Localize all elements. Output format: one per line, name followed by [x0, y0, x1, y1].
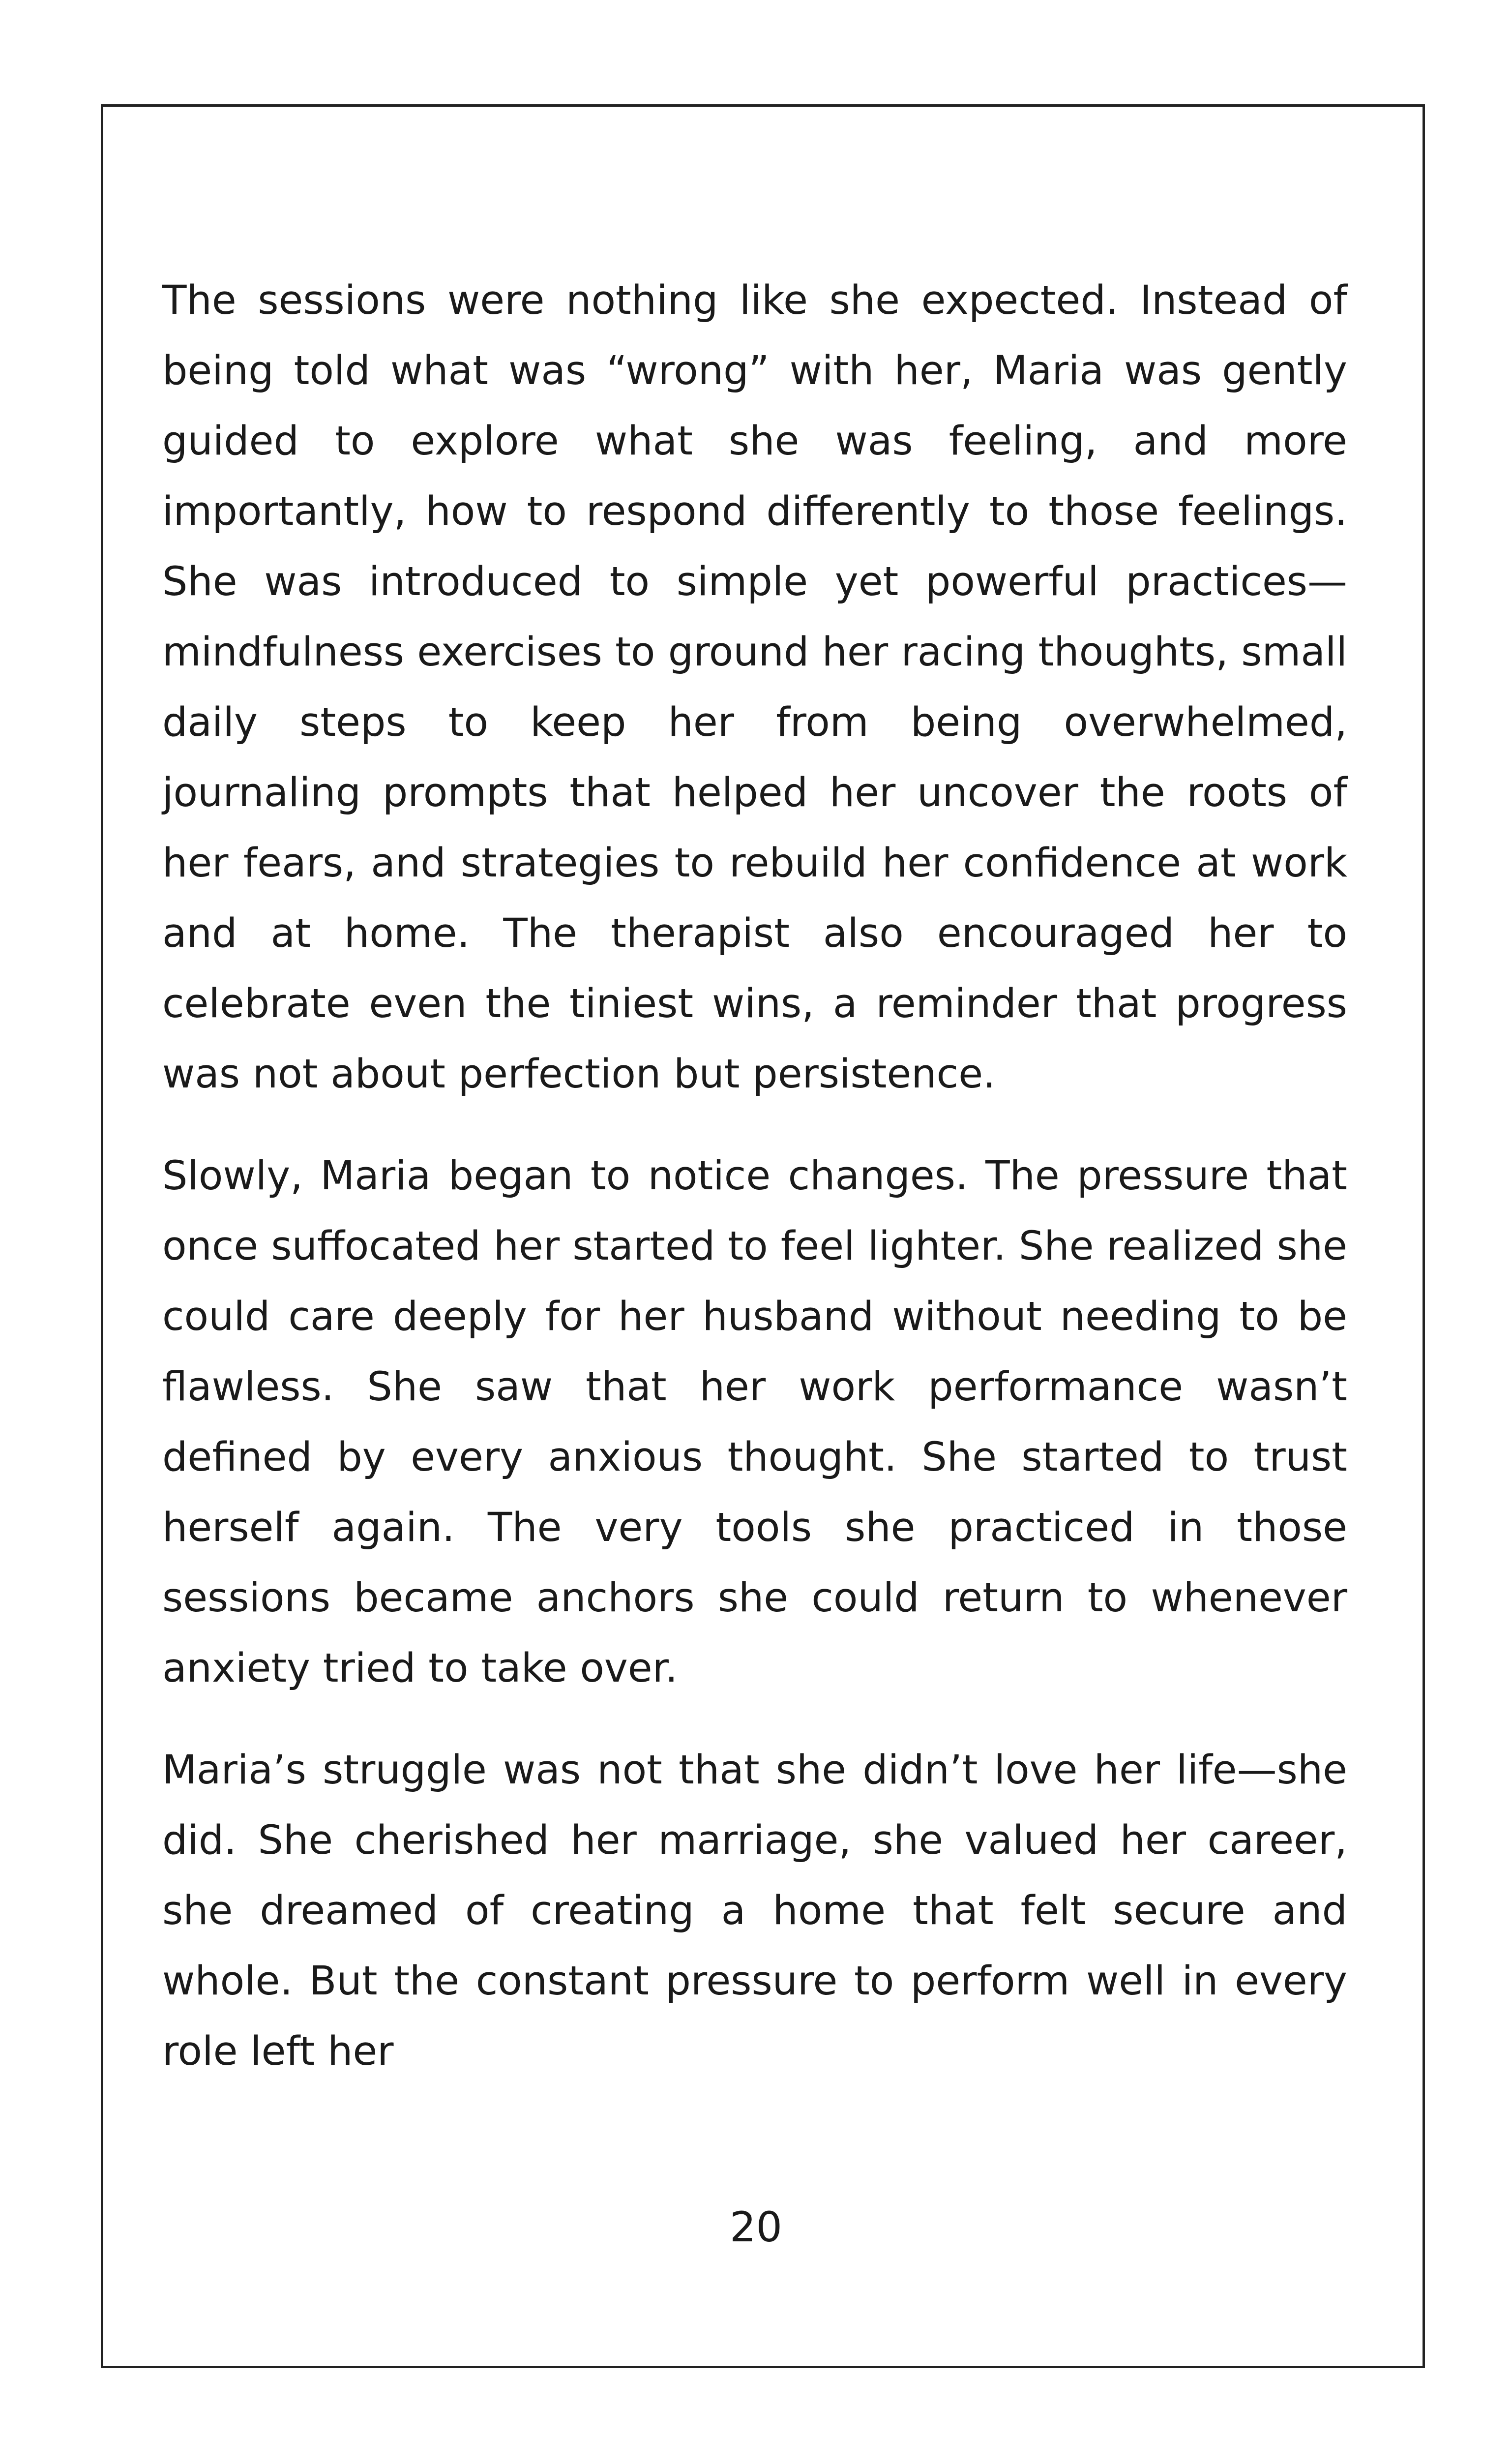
paragraph-3: Maria’s struggle was not that she didn’t love her life—she did. She cherished her marriage, she valued her career, she dreamed of creating a home that felt secure and whole. But the constant pressure to perform well in every role left her — [162, 1747, 1347, 2075]
paragraph-1: The sessions were nothing like she expected. Instead of being told what was “wrong” with her, Maria was gently guided to explore what she was feeling, and more importantly, how to respond differently to those feelings. She was introduced to simple yet powerful practices—mindfulness exercises to ground her racing thoughts, small daily steps to keep her from being overwhelmed, journaling prompts that helped her uncover the roots of her fears, and strategies to rebuild her confidence at work and at home. The therapist also encouraged her to celebrate even the tiniest wins, a reminder that progress was not about perfection but persistence. — [162, 277, 1347, 1097]
body-text — [162, 266, 1347, 2118]
paragraph-2: Slowly, Maria began to notice changes. The pressure that once suffocated her started to feel lighter. She realized she could care deeply for her husband without needing to be flawless. She saw that her work performance wasn’t defined by every anxious thought. She started to trust herself again. The very tools she practiced in those sessions became anchors she could return to whenever anxiety tried to take over. — [162, 1153, 1347, 1691]
page-number: 20 — [730, 2203, 782, 2251]
